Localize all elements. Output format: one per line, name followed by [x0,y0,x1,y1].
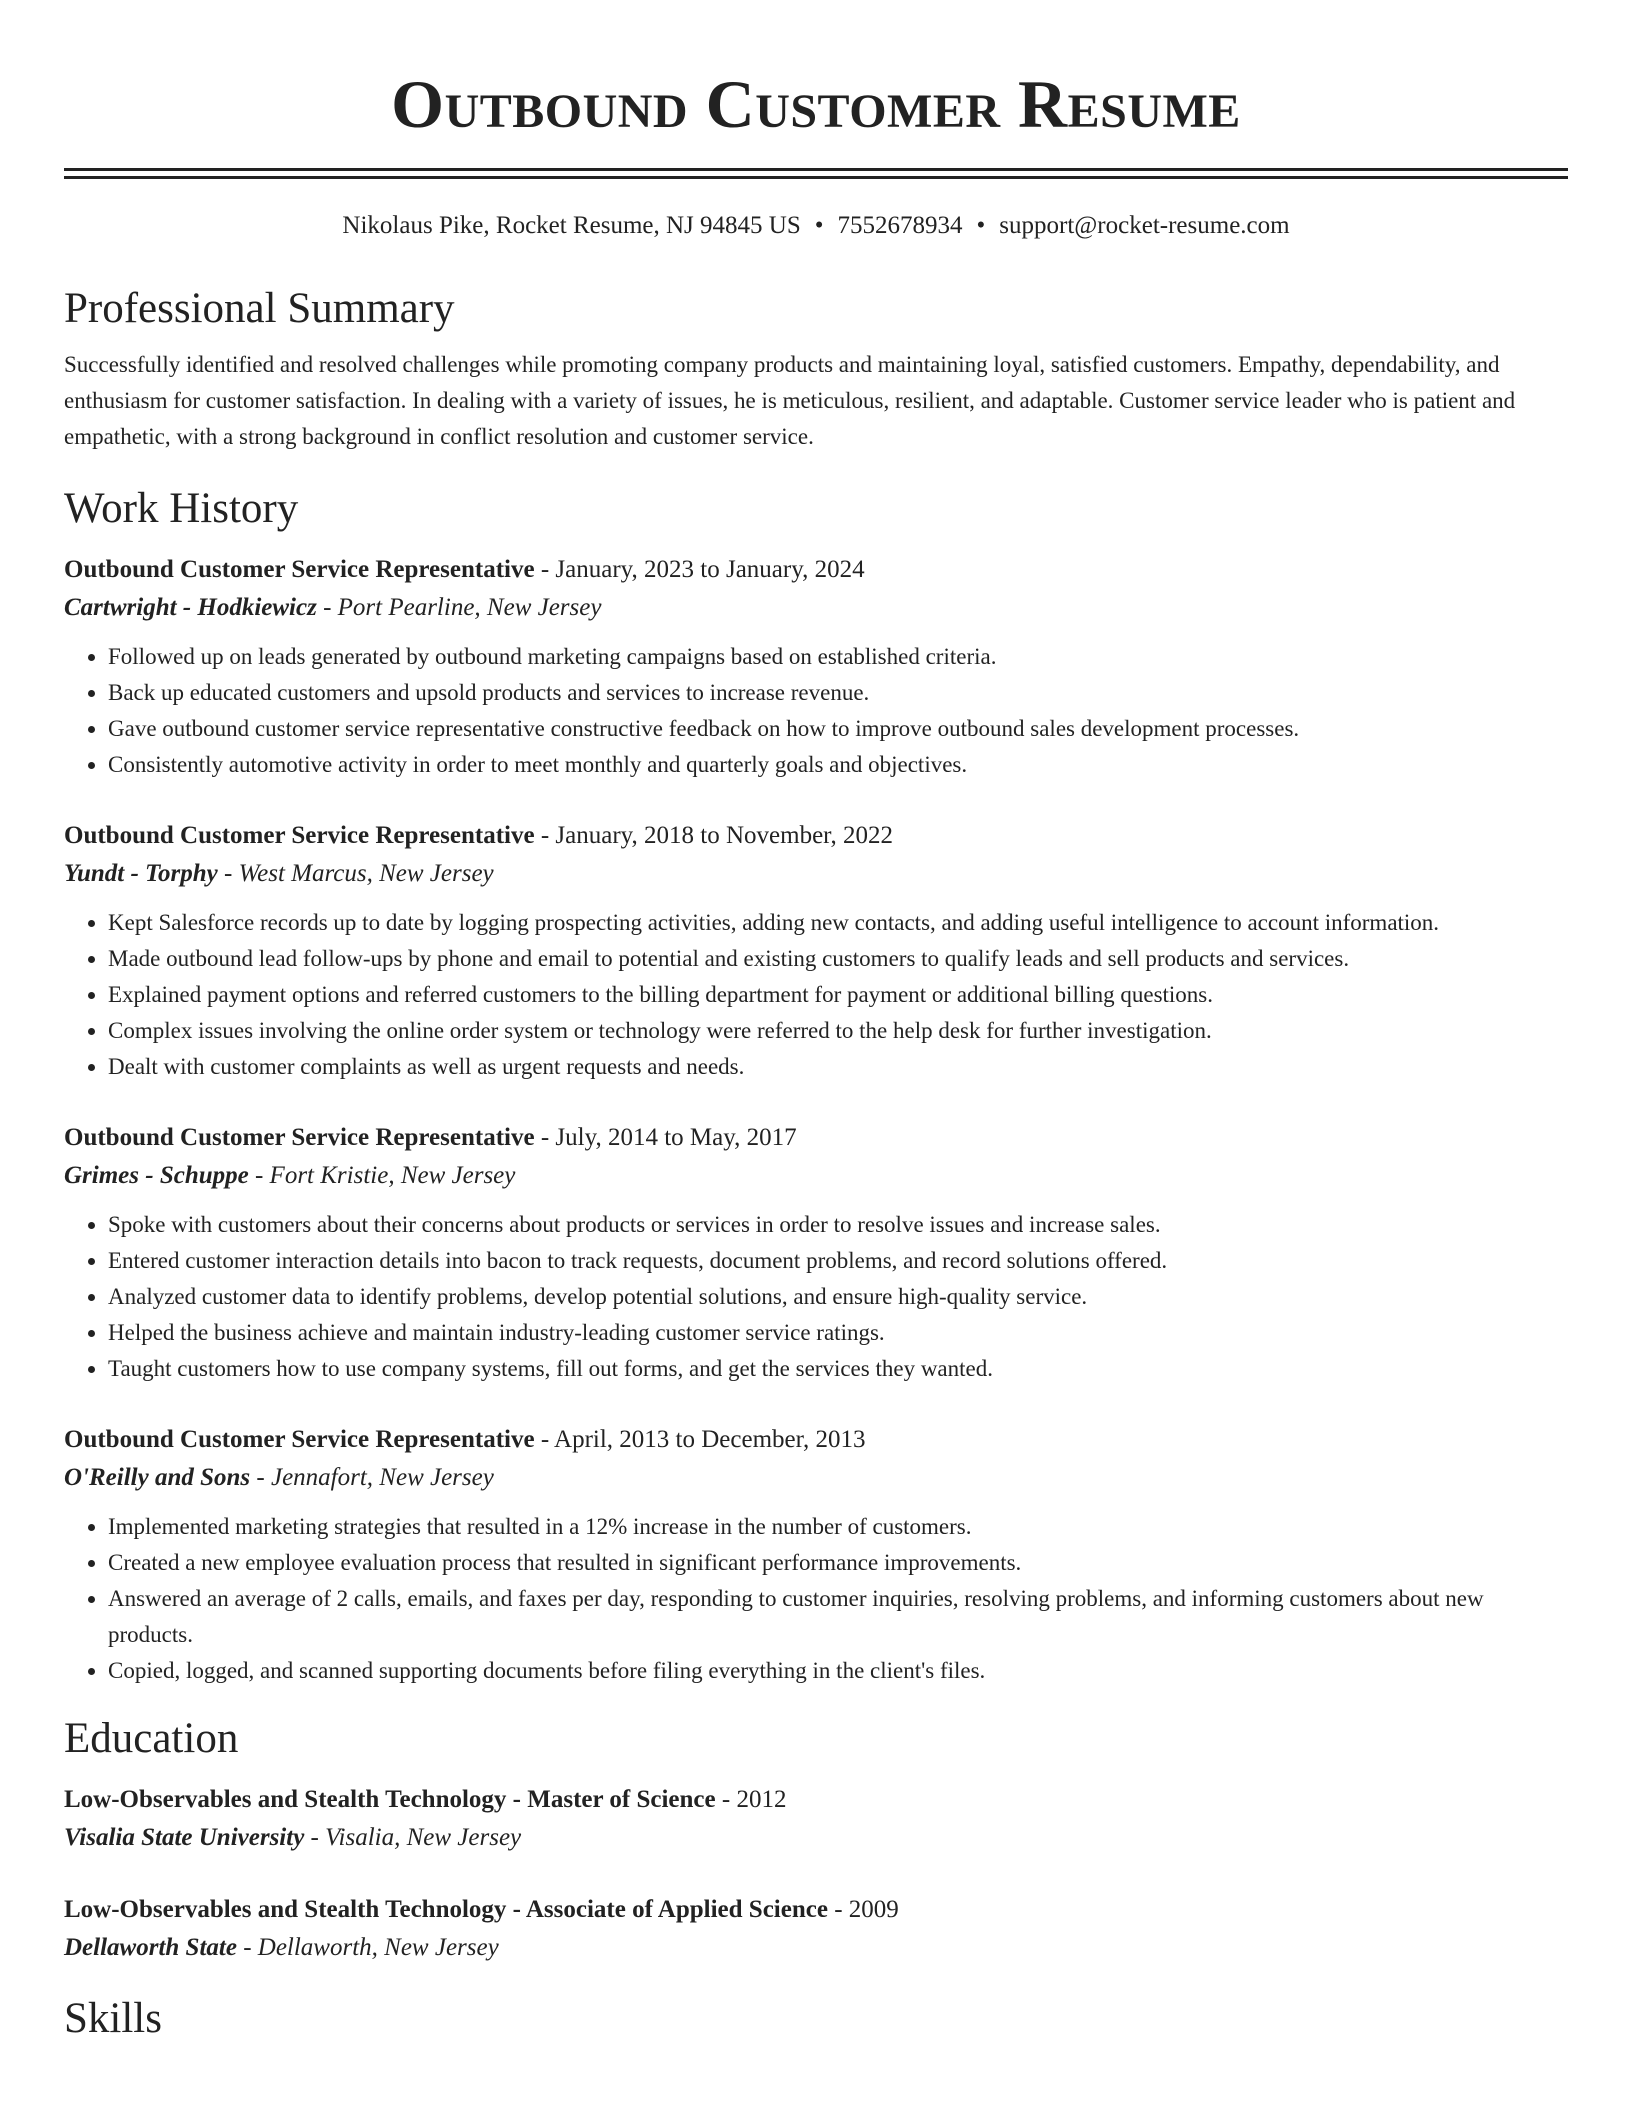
job-title-line [64,1119,1568,1157]
job-bullet: • Complex issues involving the online order system or technology were referred to the help desk for further investigation. [108,1013,1568,1049]
job-entry [64,817,1568,1085]
job-company-line [64,589,1568,627]
job-bullet: • Consistently automotive activity in order to meet monthly and quarterly goals and objectives. [108,747,1568,783]
job-bullet: • Taught customers how to use company systems, fill out forms, and get the services they wanted. [108,1351,1568,1387]
education-entry [64,1781,1568,1857]
degree-line [64,1891,1568,1929]
job-title: Outbound Customer Service Representative [64,822,535,849]
job-bullet: • Made outbound lead follow-ups by phone and email to potential and existing customers to qualify leads and sell products and services. [108,941,1568,977]
degree: Low-Observables and Stealth Technology - Associate of Applied Science [64,1896,828,1923]
job-location: - Port Pearline, New Jersey [316,594,602,621]
contact-email: support@rocket-resume.com [999,212,1290,239]
resume-page [64,0,1568,2045]
job-bullet: • Spoke with customers about their concerns about products or services in order to resolve issues and increase sales. [108,1207,1568,1243]
job-bullet: • Back up educated customers and upsold products and services to increase revenue. [108,675,1568,711]
job-bullets [64,1509,1568,1689]
job-entry [64,1119,1568,1387]
job-entry [64,551,1568,783]
job-location: - West Marcus, New Jersey [217,860,494,887]
job-dates: - April, 2013 to December, 2013 [534,1426,866,1453]
school-line [64,1929,1568,1967]
job-bullets [64,639,1568,783]
contact-phone: 7552678934 [837,212,963,239]
job-title: Outbound Customer Service Representative [64,1124,535,1151]
job-location: - Fort Kristie, New Jersey [248,1162,516,1189]
job-bullet: • Answered an average of 2 calls, emails, and faxes per day, responding to customer inquiries, resolving problems, and informing customers about new products. [108,1581,1568,1653]
school: Dellaworth State [64,1934,237,1961]
job-bullet: • Followed up on leads generated by outbound marketing campaigns based on established criteria. [108,639,1568,675]
contact-line [64,209,1568,243]
job-bullet: • Analyzed customer data to identify problems, develop potential solutions, and ensure high-quality service. [108,1279,1568,1315]
job-bullet: • Created a new employee evaluation process that resulted in significant performance improvements. [108,1545,1568,1581]
contact-separator: • [814,212,824,239]
work-history-heading: Work History [64,485,299,532]
school-line [64,1819,1568,1857]
job-bullets [64,905,1568,1085]
school-location: - Dellaworth, New Jersey [236,1934,499,1961]
job-title-line [64,817,1568,855]
job-title: Outbound Customer Service Representative [64,556,535,583]
job-company: Yundt - Torphy [64,860,218,887]
job-dates: - January, 2023 to January, 2024 [534,556,865,583]
job-company-line [64,1157,1568,1195]
job-company: Grimes - Schuppe [64,1162,249,1189]
job-bullet: • Gave outbound customer service representative constructive feedback on how to improve outbound sales development processes. [108,711,1568,747]
job-company: Cartwright - Hodkiewicz [64,594,317,621]
job-company: O'Reilly and Sons [64,1464,251,1491]
degree-year: - 2009 [827,1896,899,1923]
job-bullet: • Dealt with customer complaints as well as urgent requests and needs. [108,1049,1568,1085]
summary-text: Successfully identified and resolved challenges while promoting company products and maintaining loyal, satisfied customers. Empathy, dependability, and enthusiasm for customer satisfaction. In dealing with a variety of issues, he is meticulous, resilient, and adaptable. Customer service leader who is patient and empathetic, with a strong background in conflict resolution and customer service. [64,352,1516,449]
job-dates: - January, 2018 to November, 2022 [534,822,893,849]
job-company-line [64,855,1568,893]
job-entry [64,1421,1568,1689]
degree: Low-Observables and Stealth Technology - Master of Science [64,1786,716,1813]
school-location: - Visalia, New Jersey [304,1824,522,1851]
education-entry [64,1891,1568,1967]
job-bullet: • Kept Salesforce records up to date by logging prospecting activities, adding new contacts, and adding useful intelligence to account information. [108,905,1568,941]
contact-address: Nikolaus Pike, Rocket Resume, NJ 94845 US [342,212,801,239]
job-company-line [64,1459,1568,1497]
skills-heading: Skills [64,1995,162,2042]
school: Visalia State University [64,1824,305,1851]
job-location: - Jennafort, New Jersey [250,1464,494,1491]
title-rule-bottom [64,176,1568,179]
title-rule-top [64,168,1568,171]
job-title: Outbound Customer Service Representative [64,1426,535,1453]
job-title-line [64,551,1568,589]
summary-heading: Professional Summary [64,285,455,332]
degree-line [64,1781,1568,1819]
job-bullets [64,1207,1568,1387]
job-bullet: • Entered customer interaction details into bacon to track requests, document problems, and record solutions offered. [108,1243,1568,1279]
contact-separator: • [976,212,986,239]
job-bullet: • Copied, logged, and scanned supporting documents before filing everything in the client's files. [108,1653,1568,1689]
job-title-line [64,1421,1568,1459]
job-bullet: • Implemented marketing strategies that resulted in a 12% increase in the number of customers. [108,1509,1568,1545]
job-bullet: • Helped the business achieve and maintain industry-leading customer service ratings. [108,1315,1568,1351]
degree-year: - 2012 [715,1786,787,1813]
resume-title: Outbound Customer Resume [391,66,1241,142]
job-bullet: • Explained payment options and referred customers to the billing department for payment or additional billing questions. [108,977,1568,1013]
education-heading: Education [64,1715,239,1762]
job-dates: - July, 2014 to May, 2017 [534,1124,797,1151]
